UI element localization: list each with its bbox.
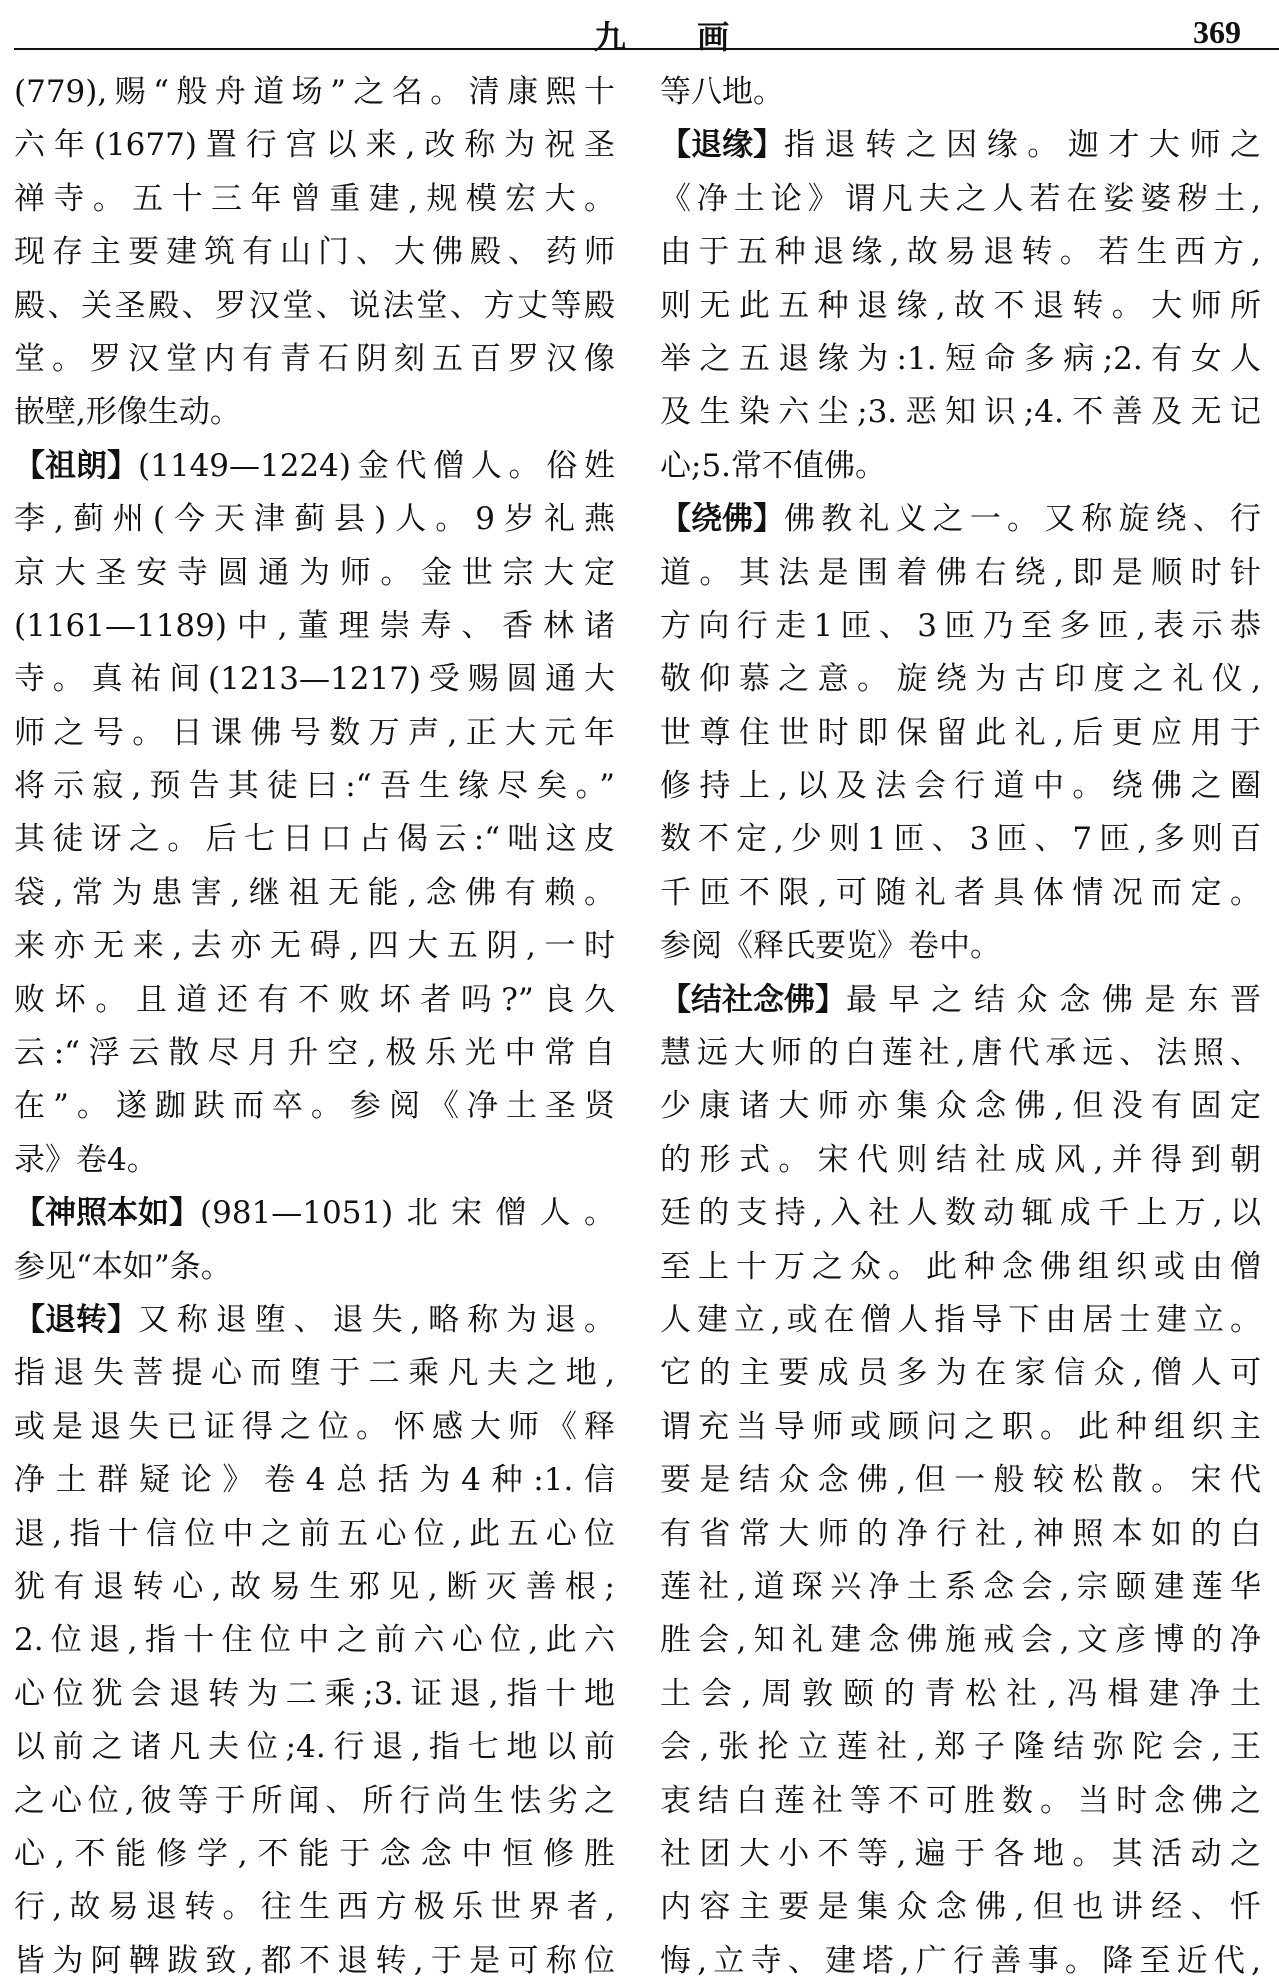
header-rule bbox=[14, 48, 1279, 50]
line-text: 败坏。且道还有不败坏者吗?”良久 bbox=[14, 981, 615, 1018]
entry-headword: 【神照本如】 bbox=[14, 1195, 200, 1232]
text-line bbox=[14, 333, 615, 386]
line-text: 皆为阿鞞跋致,都不退转,于是可称位 bbox=[14, 1942, 615, 1979]
text-line bbox=[14, 547, 615, 600]
line-text: 由于五种退缘,故易退转。若生西方, bbox=[660, 234, 1261, 271]
text-line bbox=[14, 1508, 615, 1561]
entry-headword: 【祖朗】 bbox=[14, 447, 138, 484]
line-text: 道。其法是围着佛右绕,即是顺时针 bbox=[660, 554, 1261, 591]
line-text: 犹有退转心,故易生邪见,断灭善根; bbox=[14, 1568, 615, 1605]
line-text: (779),赐“般舟道场”之名。清康熙十 bbox=[14, 74, 615, 110]
text-line bbox=[660, 1134, 1261, 1187]
text-line bbox=[14, 1347, 615, 1400]
text-line bbox=[14, 974, 615, 1027]
entry-first-line bbox=[660, 119, 1261, 172]
text-line bbox=[14, 386, 615, 439]
text-line bbox=[660, 1668, 1261, 1721]
line-text: (1161—1189)中,董理崇寿、香林诸 bbox=[14, 607, 615, 644]
text-line bbox=[660, 600, 1261, 653]
left-column bbox=[14, 66, 615, 1979]
text-line bbox=[14, 653, 615, 706]
line-text: 悔,立寺、建塔,广行善事。降至近代, bbox=[660, 1942, 1261, 1979]
line-text: 世尊住世时即保留此礼,后更应用于 bbox=[660, 714, 1261, 751]
entry-first-line bbox=[14, 440, 615, 493]
line-text: 莲社,道琛兴净土系念会,宗颐建莲华 bbox=[660, 1568, 1261, 1605]
line-text: 净土群疑论》卷4总括为4种:1.信 bbox=[14, 1462, 615, 1499]
page-number: 369 bbox=[1193, 14, 1241, 50]
text-line bbox=[660, 1775, 1261, 1828]
line-text: 的形式。宋代则结社成风,并得到朝 bbox=[660, 1141, 1261, 1178]
text-line bbox=[14, 707, 615, 760]
text-line bbox=[660, 1508, 1261, 1561]
text-line bbox=[14, 1668, 615, 1721]
line-text: 将示寂,预告其徒曰:“吾生缘尽矣。” bbox=[14, 768, 615, 805]
line-text: 人建立,或在僧人指导下由居士建立。 bbox=[660, 1301, 1261, 1338]
text-line bbox=[14, 1935, 615, 1988]
text-line bbox=[14, 1241, 615, 1294]
entry-headword: 【绕佛】 bbox=[660, 501, 784, 538]
text-line bbox=[660, 1881, 1261, 1934]
line-text: 《净土论》谓凡夫之人若在娑婆秽土, bbox=[660, 180, 1261, 217]
line-text: 千匝不限,可随礼者具体情况而定。 bbox=[660, 874, 1261, 911]
text-line bbox=[660, 1561, 1261, 1614]
text-line bbox=[14, 1134, 615, 1187]
text-line bbox=[14, 1401, 615, 1454]
line-text: 等八地。 bbox=[660, 74, 784, 110]
text-line bbox=[660, 867, 1261, 920]
text-line bbox=[14, 66, 615, 119]
line-text: 数不定,少则1匝、3匝、7匝,多则百 bbox=[660, 821, 1261, 858]
text-line bbox=[660, 1027, 1261, 1080]
line-text: 指退转之因缘。迦才大师之 bbox=[784, 127, 1261, 164]
section-title: 九 画 bbox=[594, 18, 760, 56]
line-text: 云:“浮云散尽月升空,极乐光中常自 bbox=[14, 1035, 615, 1072]
text-line bbox=[660, 173, 1261, 226]
line-text: 及生染六尘;3.恶知识;4.不善及无记 bbox=[660, 394, 1261, 431]
line-text: 谓充当导师或顾问之职。此种组织主 bbox=[660, 1408, 1261, 1445]
entry-first-line bbox=[14, 1294, 615, 1347]
line-text: 来亦无来,去亦无碍,四大五阴,一时 bbox=[14, 928, 615, 965]
entry-headword: 【退缘】 bbox=[660, 127, 784, 164]
entry-first-line bbox=[14, 1187, 615, 1240]
text-line bbox=[14, 280, 615, 333]
line-text: 其徒讶之。后七日口占偈云:“咄这皮 bbox=[14, 821, 615, 858]
line-text: 胜会,知礼建念佛施戒会,文彦博的净 bbox=[660, 1622, 1261, 1659]
entry-headword: 【退转】 bbox=[14, 1301, 138, 1338]
line-text: 袋,常为患害,继祖无能,念佛有赖。 bbox=[14, 874, 615, 911]
text-line bbox=[14, 1561, 615, 1614]
line-text: 师之号。日课佛号数万声,正大元年 bbox=[14, 714, 615, 751]
text-line bbox=[14, 867, 615, 920]
line-text: 内容主要是集众念佛,但也讲经、忏 bbox=[660, 1889, 1261, 1926]
line-text: 参见“本如”条。 bbox=[14, 1248, 232, 1285]
line-text: 嵌壁,形像生动。 bbox=[14, 394, 241, 431]
text-line bbox=[660, 1828, 1261, 1881]
line-text: 最早之结众念佛是东晋 bbox=[846, 981, 1261, 1018]
line-text: 修持上,以及法会行道中。绕佛之圈 bbox=[660, 768, 1261, 805]
line-text: 廷的支持,入社人数动辄成千上万,以 bbox=[660, 1195, 1261, 1232]
text-line bbox=[14, 173, 615, 226]
text-line bbox=[660, 386, 1261, 439]
line-text: 李,蓟州(今天津蓟县)人。9岁礼燕 bbox=[14, 501, 615, 538]
text-line bbox=[660, 547, 1261, 600]
text-line bbox=[660, 66, 1261, 119]
text-line bbox=[660, 1241, 1261, 1294]
text-line bbox=[660, 440, 1261, 493]
line-text: (981—1051)北宋僧人。 bbox=[200, 1195, 615, 1232]
line-text: 衷结白莲社等不可胜数。当时念佛之 bbox=[660, 1782, 1261, 1819]
text-line bbox=[660, 1294, 1261, 1347]
line-text: 录》卷4。 bbox=[14, 1141, 158, 1178]
text-line bbox=[660, 813, 1261, 866]
line-text: (1149—1224)金代僧人。俗姓 bbox=[138, 447, 615, 484]
line-text: 参阅《释氏要览》卷中。 bbox=[660, 928, 1001, 965]
text-line bbox=[660, 760, 1261, 813]
line-text: 心位犹会退转为二乘;3.证退,指十地 bbox=[14, 1675, 615, 1712]
line-text: 心;5.常不值佛。 bbox=[660, 447, 887, 484]
line-text: 心,不能修学,不能于念念中恒修胜 bbox=[14, 1835, 615, 1872]
line-text: 它的主要成员多为在家信众,僧人可 bbox=[660, 1355, 1261, 1392]
line-text: 土会,周敦颐的青松社,冯楫建净土 bbox=[660, 1675, 1261, 1712]
line-text: 有省常大师的净行社,神照本如的白 bbox=[660, 1515, 1261, 1552]
text-line bbox=[14, 1614, 615, 1667]
line-text: 2.位退,指十住位中之前六心位,此六 bbox=[14, 1622, 615, 1659]
line-text: 寺。真祐间(1213—1217)受赐圆通大 bbox=[14, 661, 615, 698]
entry-headword: 【结社念佛】 bbox=[660, 981, 846, 1018]
text-line bbox=[14, 493, 615, 546]
text-line bbox=[660, 1080, 1261, 1133]
text-line bbox=[660, 1721, 1261, 1774]
text-line bbox=[660, 920, 1261, 973]
line-text: 方向行走1匝、3匝乃至多匝,表示恭 bbox=[660, 607, 1261, 644]
text-line bbox=[14, 920, 615, 973]
line-text: 至上十万之众。此种念佛组织或由僧 bbox=[660, 1248, 1261, 1285]
text-line bbox=[660, 333, 1261, 386]
text-line bbox=[660, 653, 1261, 706]
text-line bbox=[14, 813, 615, 866]
line-text: 敬仰慕之意。旋绕为古印度之礼仪, bbox=[660, 661, 1261, 698]
text-line bbox=[14, 1721, 615, 1774]
line-text: 则无此五种退缘,故不退转。大师所 bbox=[660, 287, 1261, 324]
text-line bbox=[660, 1454, 1261, 1507]
entry-first-line bbox=[660, 493, 1261, 546]
line-text: 又称退堕、退失,略称为退。 bbox=[138, 1301, 615, 1338]
text-line bbox=[14, 1881, 615, 1934]
text-line bbox=[660, 226, 1261, 279]
text-line bbox=[660, 280, 1261, 333]
text-line bbox=[14, 226, 615, 279]
line-text: 会,张抡立莲社,郑子隆结弥陀会,王 bbox=[660, 1729, 1261, 1766]
text-line bbox=[660, 1935, 1261, 1988]
text-line bbox=[14, 760, 615, 813]
text-line bbox=[14, 1080, 615, 1133]
line-text: 或是退失已证得之位。怀感大师《释 bbox=[14, 1408, 615, 1445]
line-text: 殿、关圣殿、罗汉堂、说法堂、方丈等殿 bbox=[14, 287, 615, 324]
line-text: 举之五退缘为:1.短命多病;2.有女人 bbox=[660, 340, 1261, 377]
right-column bbox=[660, 66, 1261, 1979]
text-line bbox=[660, 1614, 1261, 1667]
text-line bbox=[14, 119, 615, 172]
line-text: 京大圣安寺圆通为师。金世宗大定 bbox=[14, 554, 615, 591]
line-text: 社团大小不等,遍于各地。其活动之 bbox=[660, 1835, 1261, 1872]
text-line bbox=[660, 1347, 1261, 1400]
text-line bbox=[660, 707, 1261, 760]
line-text: 退,指十信位中之前五心位,此五心位 bbox=[14, 1515, 615, 1552]
text-line bbox=[14, 1775, 615, 1828]
line-text: 少康诸大师亦集众念佛,但没有固定 bbox=[660, 1088, 1261, 1125]
page-header bbox=[14, 0, 1279, 56]
entry-first-line bbox=[660, 974, 1261, 1027]
line-text: 指退失菩提心而堕于二乘凡夫之地, bbox=[14, 1355, 615, 1392]
text-line bbox=[14, 1454, 615, 1507]
line-text: 禅寺。五十三年曾重建,规模宏大。 bbox=[14, 180, 615, 217]
line-text: 六年(1677)置行宫以来,改称为祝圣 bbox=[14, 127, 615, 164]
text-line bbox=[14, 600, 615, 653]
line-text: 行,故易退转。往生西方极乐世界者, bbox=[14, 1889, 615, 1926]
line-text: 之心位,彼等于所闻、所行尚生怯劣之 bbox=[14, 1782, 615, 1819]
text-line bbox=[14, 1828, 615, 1881]
text-line bbox=[660, 1187, 1261, 1240]
line-text: 堂。罗汉堂内有青石阴刻五百罗汉像 bbox=[14, 340, 615, 377]
line-text: 慧远大师的白莲社,唐代承远、法照、 bbox=[660, 1035, 1261, 1072]
line-text: 佛教礼义之一。又称旋绕、行 bbox=[784, 501, 1261, 538]
text-line bbox=[660, 1401, 1261, 1454]
line-text: 现存主要建筑有山门、大佛殿、药师 bbox=[14, 234, 615, 271]
line-text: 要是结众念佛,但一般较松散。宋代 bbox=[660, 1462, 1261, 1499]
line-text: 以前之诸凡夫位;4.行退,指七地以前 bbox=[14, 1729, 615, 1766]
line-text: 在”。遂跏趺而卒。参阅《净土圣贤 bbox=[14, 1088, 615, 1125]
text-line bbox=[14, 1027, 615, 1080]
